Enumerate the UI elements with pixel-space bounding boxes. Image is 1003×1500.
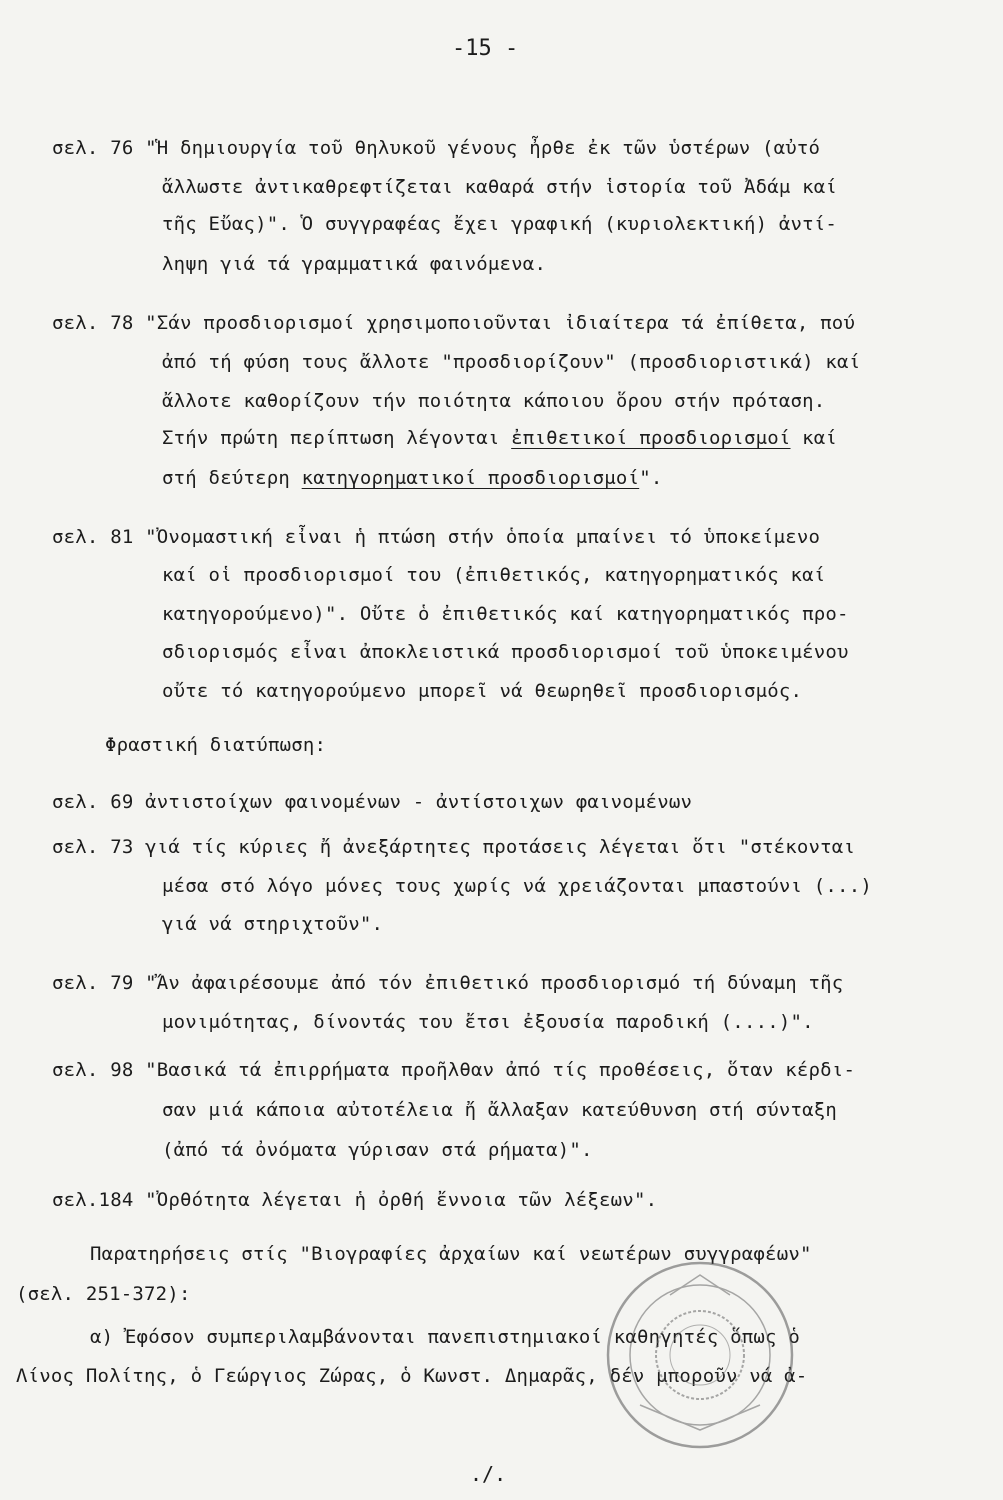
text-line: Στήν πρώτη περίπτωση λέγονται ἐπιθετικοί προσδιορισμοί καί — [162, 427, 838, 449]
continuation-mark: ./. — [470, 1462, 507, 1486]
text-line: καί οἱ προσδιορισμοί του (ἐπιθετικός, κατηγορηματικός καί — [162, 564, 826, 586]
underlined-term: ἐπιθετικοί προσδιορισμοί — [511, 427, 791, 449]
text-line: α) Ἐφόσον συμπεριλαμβάνονται πανεπιστημιακοί καθηγητές ὅπως ὁ — [90, 1326, 800, 1348]
library-stamp-icon — [600, 1255, 800, 1455]
text-line: (ἀπό τά ὀνόματα γύρισαν στά ρήματα)". — [162, 1139, 593, 1161]
section-label: Φραστική διατύπωση: — [105, 734, 327, 756]
text-line: ἀπό τή φύση τους ἄλλοτε "προσδιορίζουν" (προσδιοριστικά) καί — [162, 351, 861, 373]
text-line: τῆς Εὔας)". Ὁ συγγραφέας ἔχει γραφική (κυριολεκτική) ἀντί- — [162, 213, 838, 235]
text-line: σελ. 76 "Ἡ δημιουργία τοῦ θηλυκοῦ γένους ἦρθε ἐκ τῶν ὑστέρων (αὐτό — [52, 137, 821, 159]
text-line: Λίνος Πολίτης, ὁ Γεώργιος Ζώρας, ὁ Κωνστ. Δημαρᾶς, δέν μποροῦν νά ἀ- — [16, 1365, 808, 1387]
text-line: γιά νά στηριχτοῦν". — [162, 913, 384, 935]
text-line: ἄλλοτε καθορίζουν τήν ποιότητα κάποιου ὅρου στήν πρόταση. — [162, 390, 826, 412]
text-line: σελ. 73 γιά τίς κύριες ἤ ἀνεξάρτητες προτάσεις λέγεται ὅτι "στέκονται — [52, 836, 856, 858]
text-line: σαν μιά κάποια αὐτοτέλεια ἤ ἄλλαξαν κατεύθυνση στή σύνταξη — [162, 1099, 838, 1121]
text-line: Παρατηρήσεις στίς "Βιογραφίες ἀρχαίων καί νεωτέρων συγγραφέων" — [90, 1243, 812, 1265]
text-line: σελ. 78 "Σάν προσδιορισμοί χρησιμοποιοῦνται ἰδιαίτερα τά ἐπίθετα, πού — [52, 312, 856, 334]
text-line: μέσα στό λόγο μόνες τους χωρίς νά χρειάζονται μπαστούνι (...) — [162, 875, 872, 897]
text-line: ληψη γιά τά γραμματικά φαινόμενα. — [162, 253, 547, 275]
text-line: σελ.184 "Ὀρθότητα λέγεται ἡ ὀρθή ἔννοια τῶν λέξεων". — [52, 1189, 658, 1211]
text-line: σελ. 81 "Ὀνομαστική εἶναι ἡ πτώση στήν ὁποία μπαίνει τό ὑποκείμενο — [52, 526, 821, 548]
text-line: σελ. 98 "Βασικά τά ἐπιρρήματα προῆλθαν ἀπό τίς προθέσεις, ὅταν κέρδι- — [52, 1059, 856, 1081]
underlined-term: κατηγορηματικοί προσδιορισμοί — [301, 467, 640, 489]
text-line: σελ. 79 "Ἄν ἀφαιρέσουμε ἀπό τόν ἐπιθετικό προσδιορισμό τή δύναμη τῆς — [52, 972, 844, 994]
text-line: ἄλλωστε ἀντικαθρεφτίζεται καθαρά στήν ἱστορία τοῦ Ἀδάμ καί — [162, 176, 838, 198]
text-line: στή δεύτερη κατηγορηματικοί προσδιορισμοί". — [162, 467, 663, 489]
text-line: μονιμότητας, δίνοντάς του ἔτσι ἐξουσία παροδική (....)". — [162, 1011, 814, 1033]
text-line: κατηγορούμενο)". Οὔτε ὁ ἐπιθετικός καί κατηγορηματικός προ- — [162, 603, 849, 625]
text-line: (σελ. 251-372): — [16, 1283, 191, 1305]
text-line: σδιορισμός εἶναι ἀποκλειστικά προσδιορισμοί τοῦ ὑποκειμένου — [162, 641, 849, 663]
text-line: σελ. 69 ἀντιστοίχων φαινομένων - ἀντίστοιχων φαινομένων — [52, 791, 693, 813]
page-number: -15 - — [452, 36, 519, 61]
text-line: οὔτε τό κατηγορούμενο μπορεῖ νά θεωρηθεῖ προσδιορισμός. — [162, 680, 803, 702]
